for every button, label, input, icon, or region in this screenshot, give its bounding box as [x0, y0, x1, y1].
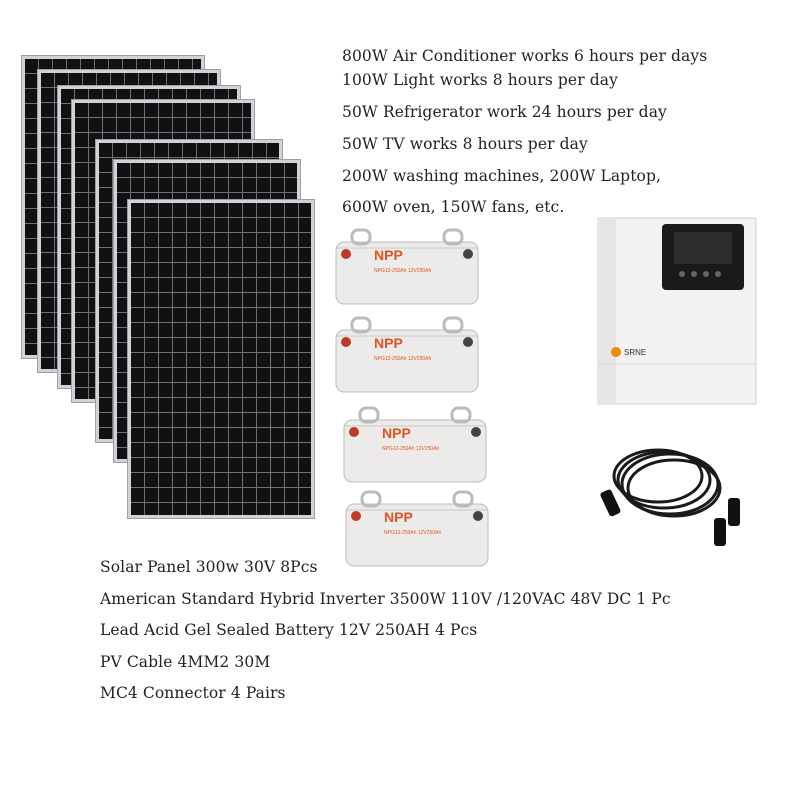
battery-brand: NPP: [382, 425, 411, 441]
battery-brand: NPP: [374, 247, 403, 263]
battery-image: [332, 224, 482, 308]
kit-line-2: American Standard Hybrid Inverter 3500W 110V /120VAC 48V DC 1 Pc: [100, 590, 671, 608]
battery-image: [340, 402, 490, 486]
inverter-image: [590, 214, 760, 410]
kit-line-4: PV Cable 4MM2 30M: [100, 653, 271, 671]
kit-line-3: Lead Acid Gel Sealed Battery 12V 250AH 4 Pcs: [100, 621, 478, 639]
solar-panel-image: [128, 200, 314, 518]
usage-line-4: 50W TV works 8 hours per day: [342, 135, 588, 153]
usage-line-5: 200W washing machines, 200W Laptop,: [342, 167, 662, 185]
battery-model: NPG12-250Ah 12V250Ah: [374, 356, 432, 362]
battery-brand: NPP: [384, 509, 413, 525]
battery-model: NPG12-250Ah 12V250Ah: [374, 268, 432, 274]
battery-model: NPG12-250Ah 12V250Ah: [382, 446, 440, 452]
usage-line-6: 600W oven, 150W fans, etc.: [342, 198, 565, 216]
inverter-brand: SRNE: [624, 348, 647, 357]
kit-line-1: Solar Panel 300w 30V 8Pcs: [100, 558, 318, 576]
usage-line-2: 100W Light works 8 hours per day: [342, 71, 618, 89]
usage-line-1: 800W Air Conditioner works 6 hours per days: [342, 47, 708, 65]
pv-cable-image: [596, 432, 746, 554]
battery-model: NPG12-250Ah 12V250Ah: [384, 530, 442, 536]
kit-line-5: MC4 Connector 4 Pairs: [100, 684, 286, 702]
usage-line-3: 50W Refrigerator work 24 hours per day: [342, 103, 667, 121]
battery-image: [342, 486, 492, 570]
battery-brand: NPP: [374, 335, 403, 351]
battery-image: [332, 312, 482, 396]
